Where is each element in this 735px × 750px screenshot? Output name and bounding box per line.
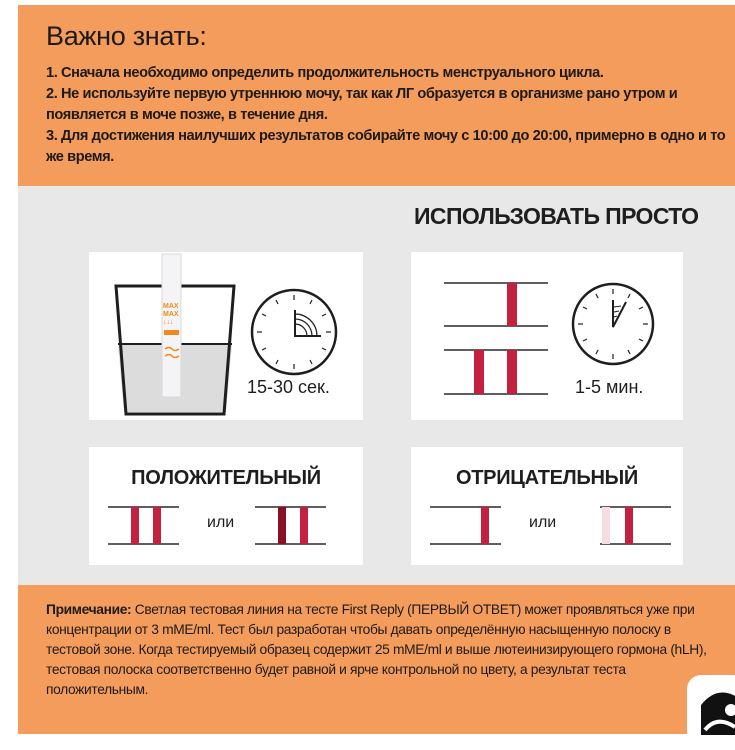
negative-title: ОТРИЦАТЕЛЬНЫЙ xyxy=(455,467,638,489)
important-item-2: 2. Не используйте первую утреннюю мочу, так как ЛГ образуется в организме рано утром и появляется в моче позже, в течение дня. xyxy=(46,86,678,123)
positive-title: ПОЛОЖИТЕЛЬНЫЙ xyxy=(131,467,321,489)
important-title: Важно знать: xyxy=(46,21,207,51)
important-item-1: 1. Сначала необходимо определить продолжительность менструального цикла. xyxy=(46,65,604,81)
step-wait-card xyxy=(411,252,683,420)
positive-strips-icon xyxy=(89,447,363,565)
note-label: Примечание: xyxy=(46,602,132,617)
important-info-panel xyxy=(18,5,735,186)
negative-result-card xyxy=(411,447,683,565)
or-label: или xyxy=(207,514,235,531)
wait-time-label: 1-5 мин. xyxy=(575,377,644,397)
step-dip-card xyxy=(89,252,363,420)
or-label: или xyxy=(529,514,557,531)
negative-strips-icon xyxy=(411,447,683,565)
svg-text:MAX: MAX xyxy=(163,303,179,310)
dip-time-label: 15-30 сек. xyxy=(247,377,330,397)
app-logo-icon xyxy=(687,675,735,745)
positive-result-card xyxy=(89,447,363,565)
note-panel xyxy=(18,585,735,734)
important-item-3: 3. Для достижения наилучших результатов собирайте мочу с 10:00 до 20:00, примерно в одно и то же время. xyxy=(46,128,726,165)
svg-text:↓↓↓: ↓↓↓ xyxy=(163,319,174,326)
usage-title: ИСПОЛЬЗОВАТЬ ПРОСТО xyxy=(414,203,699,229)
svg-text:MAX: MAX xyxy=(163,311,179,318)
app-badge[interactable] xyxy=(687,675,735,745)
note-text xyxy=(46,600,726,700)
important-list xyxy=(46,63,735,168)
note-body: Светлая тестовая линия на тесте First Reply (ПЕРВЫЙ ОТВЕТ) может проявляться уже при концентрации от 3 mME/ml. Тест был разработан чтобы давать определённую насыщенную полоску в тестовой зоне. Когда тестируемый образец содержит 25 mME/ml и выше лютеинизирующего гормона (hLH), тестовая полоска соответственно будет равной и ярче контрольной по цвету, а результат теста положительным. xyxy=(46,602,707,697)
